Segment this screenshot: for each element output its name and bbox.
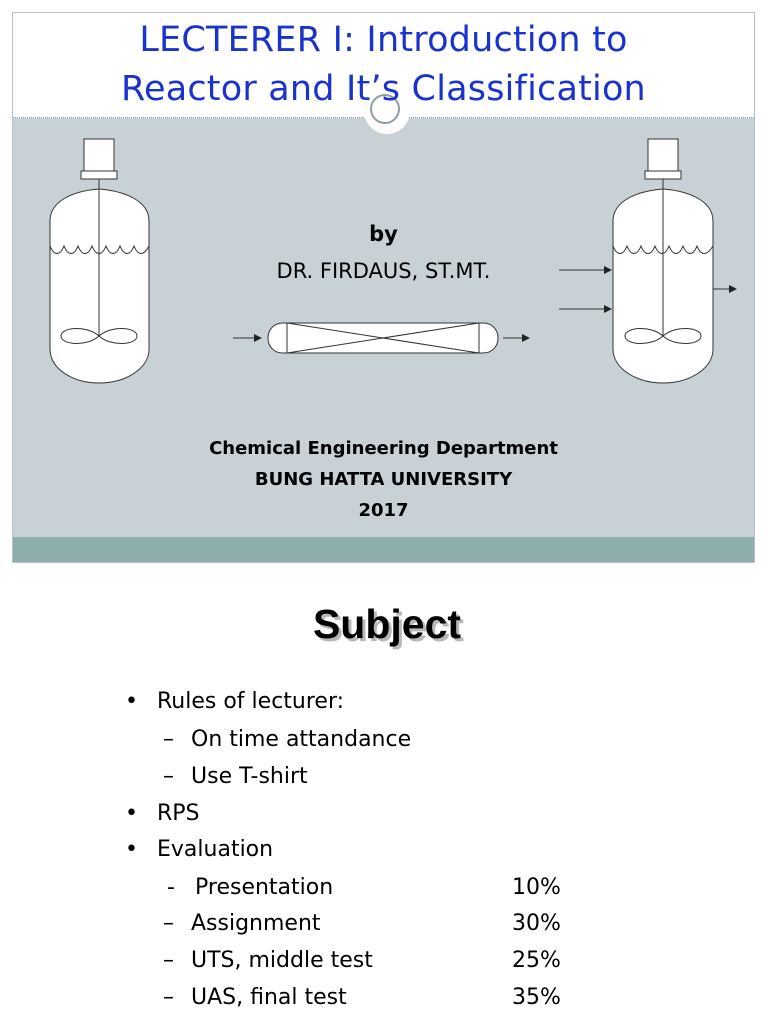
eval-item-assignment: Assignment	[191, 911, 321, 936]
eval-percent-uas: 35%	[512, 985, 561, 1010]
dash-icon: –	[163, 985, 174, 1010]
author-name: DR. FIRDAUS, ST.MT.	[276, 259, 491, 283]
university-name: BUNG HATTA UNIVERSITY	[254, 469, 513, 490]
list-item-evaluation: Evaluation	[157, 837, 274, 862]
list-item-rules: Rules of lecturer:	[157, 689, 345, 714]
eval-item-uas: UAS, final test	[191, 985, 347, 1010]
bullet-icon: •	[125, 837, 138, 862]
by-label: by	[369, 222, 398, 246]
department-name: Chemical Engineering Department	[209, 438, 558, 459]
dash-icon: –	[163, 764, 174, 789]
eval-percent-assignment: 30%	[512, 911, 561, 936]
sub-item-on-time: On time attandance	[191, 727, 412, 752]
eval-percent-presentation: 10%	[512, 875, 561, 900]
dash-icon: -	[167, 875, 175, 900]
dash-icon: –	[163, 727, 174, 752]
bullet-icon: •	[125, 689, 138, 714]
list-item-rps: RPS	[157, 801, 200, 826]
tubular-reactor-icon	[233, 323, 529, 353]
subject-title: Subject	[312, 601, 462, 647]
eval-percent-uts: 25%	[512, 948, 561, 973]
slide-title-line-2: Reactor and It’s Classification	[121, 69, 646, 109]
title-slide	[12, 12, 755, 563]
dash-icon: –	[163, 948, 174, 973]
slide-title-line-1: LECTERER I: Introduction to	[139, 20, 628, 60]
subject-slide	[0, 575, 768, 1024]
bullet-icon: •	[125, 801, 138, 826]
dash-icon: –	[163, 911, 174, 936]
sub-item-tshirt: Use T-shirt	[191, 764, 308, 789]
year-label: 2017	[358, 500, 409, 521]
eval-item-presentation: Presentation	[195, 875, 334, 900]
eval-item-uts: UTS, middle test	[191, 948, 373, 973]
